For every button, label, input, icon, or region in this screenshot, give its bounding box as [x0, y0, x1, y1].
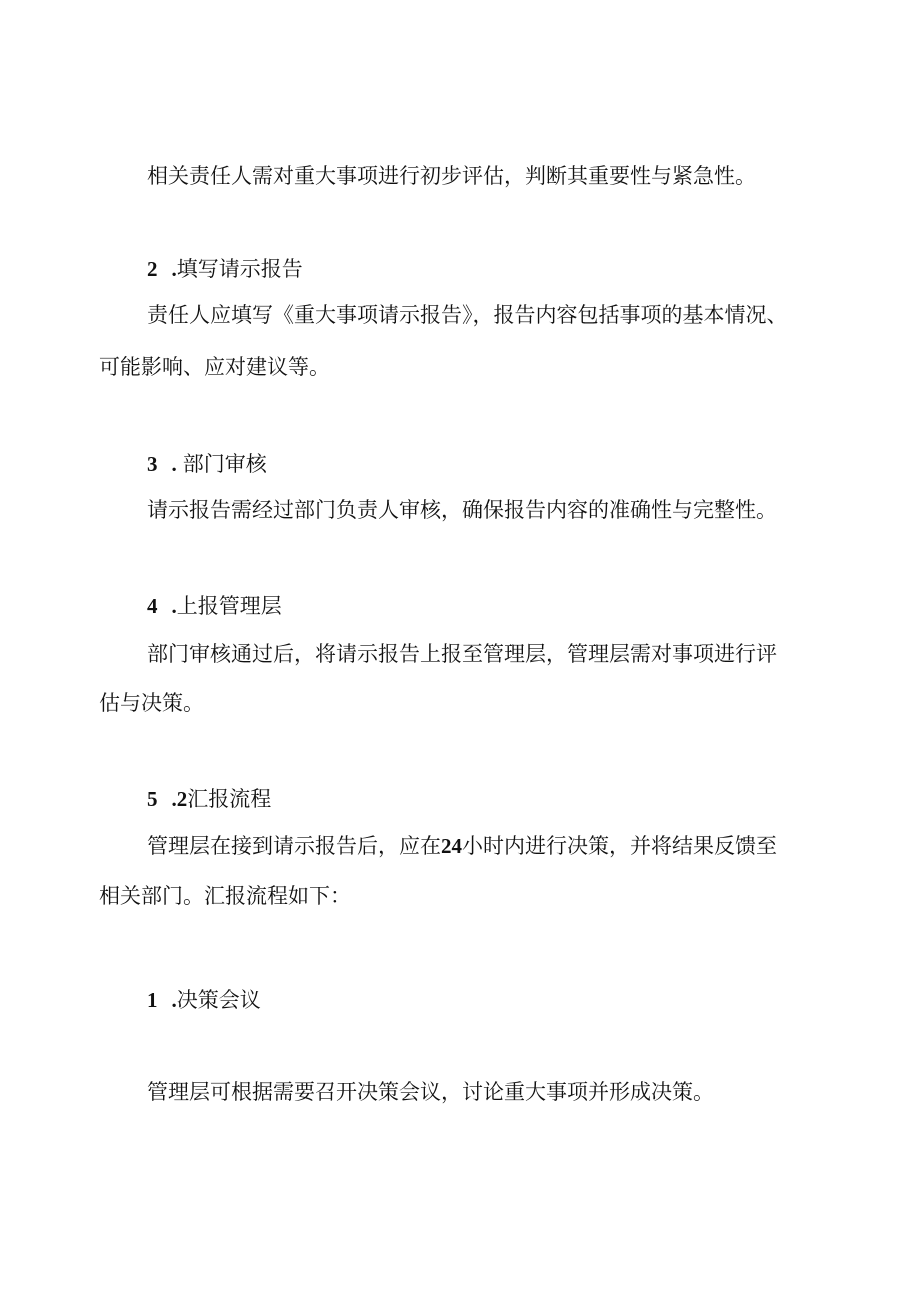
heading-number: 3 — [147, 452, 158, 476]
heading-text: 上报管理层 — [176, 594, 282, 618]
heading-decision-meeting — [147, 986, 261, 1014]
heading-text: 填写请示报告 — [176, 257, 303, 281]
paragraph-reporting-process-line-1 — [147, 832, 777, 860]
heading-reporting-process — [147, 785, 271, 813]
paragraph-department-review — [147, 496, 777, 524]
paragraph-text: 估与决策。 — [99, 691, 204, 715]
paragraph-decision-meeting — [147, 1078, 714, 1106]
heading-number: 2 — [147, 257, 158, 281]
heading-report-management — [147, 592, 282, 620]
heading-separator: . — [171, 594, 177, 618]
paragraph-text: 请示报告需经过部门负责人审核，确保报告内容的准确性与完整性。 — [147, 498, 777, 522]
paragraph-text: 管理层在接到请示报告后，应在 — [147, 834, 441, 858]
deadline-hours: 24 — [441, 834, 462, 858]
heading-text: 部门审核 — [182, 452, 267, 476]
paragraph-fill-report-line-1 — [147, 301, 788, 329]
paragraph-initial-assessment — [147, 162, 756, 190]
heading-department-review — [147, 450, 267, 478]
paragraph-report-management-line-2 — [99, 689, 204, 717]
paragraph-text: 相关部门。汇报流程如下： — [99, 884, 351, 908]
paragraph-report-management-line-1 — [147, 640, 777, 668]
heading-number: 4 — [147, 594, 158, 618]
heading-fill-report — [147, 255, 303, 283]
heading-separator: . — [171, 452, 177, 476]
paragraph-text: 可能影响、应对建议等。 — [99, 355, 330, 379]
paragraph-text: 管理层可根据需要召开决策会议，讨论重大事项并形成决策。 — [147, 1080, 714, 1104]
heading-number: 5 — [147, 787, 158, 811]
paragraph-text: 相关责任人需对重大事项进行初步评估，判断其重要性与紧急性。 — [147, 164, 756, 188]
heading-text: 汇报流程 — [187, 787, 272, 811]
heading-separator: . — [171, 257, 177, 281]
paragraph-text: 责任人应填写《重大事项请示报告》，报告内容包括事项的基本情况、 — [147, 303, 788, 327]
heading-separator: . — [171, 988, 177, 1012]
heading-text: 决策会议 — [176, 988, 261, 1012]
paragraph-fill-report-line-2 — [99, 353, 330, 381]
paragraph-text: 部门审核通过后，将请示报告上报至管理层，管理层需对事项进行评 — [147, 642, 777, 666]
heading-number: 1 — [147, 988, 158, 1012]
heading-separator: .2 — [171, 787, 188, 811]
paragraph-text: 小时内进行决策，并将结果反馈至 — [462, 834, 777, 858]
paragraph-reporting-process-line-2 — [99, 882, 351, 910]
